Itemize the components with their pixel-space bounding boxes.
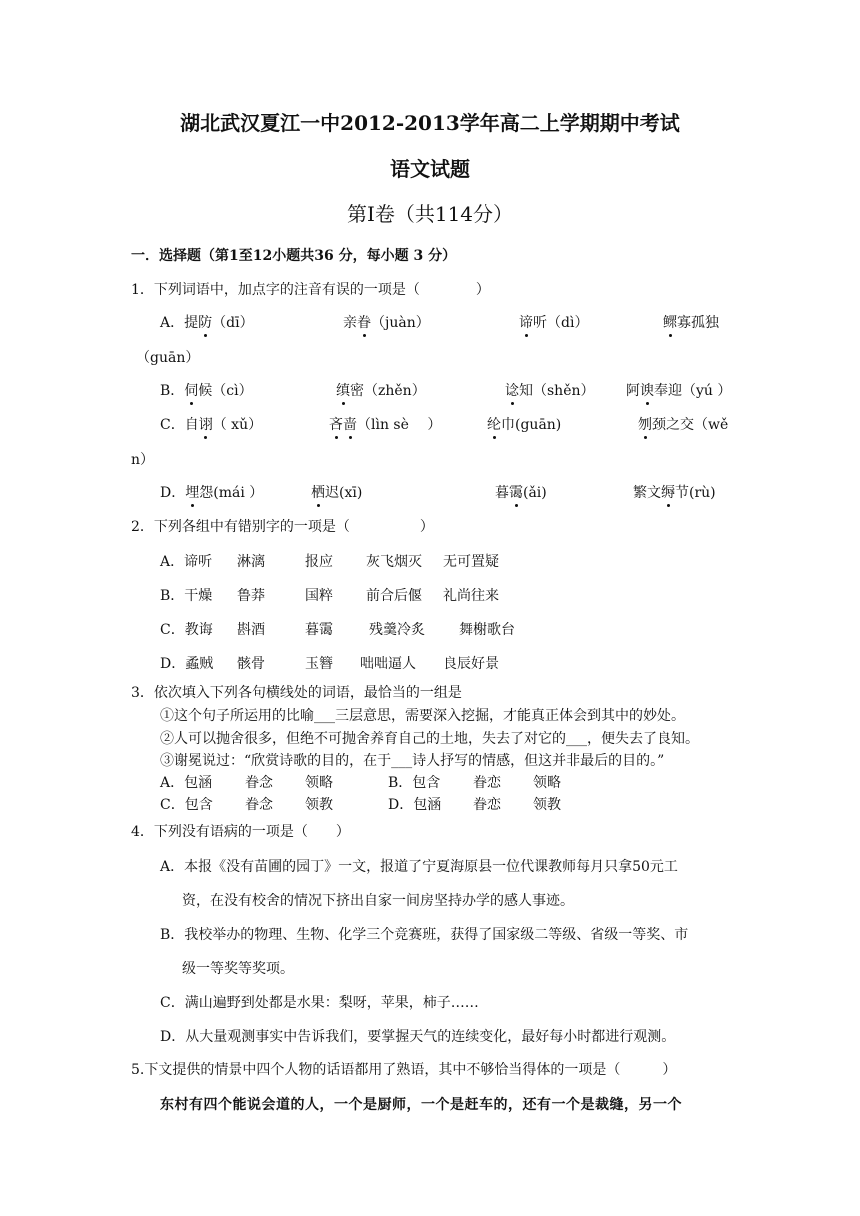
q1-option-b-1: B．伺候（cì） — [160, 383, 253, 399]
q4-a-line-1: A．本报《没有苗圃的园丁》一文，报道了宁夏海原县一位代课教师每月只拿50元工 — [160, 859, 678, 875]
q1-option-c-4: 刎颈之交（wě — [638, 417, 729, 433]
q1-option-c-2: 吝啬（lìn sè ） — [329, 417, 442, 433]
exam-subtitle: 语文试题 — [390, 157, 470, 181]
q1-option-c-3: 纶巾(guān) — [487, 417, 562, 433]
q3-a-1: A．包涵 — [160, 775, 213, 791]
q1-option-a-4: 鳏寡孤独 — [663, 315, 719, 331]
q2-d-3: 玉簪 — [305, 656, 333, 672]
q2-d-4: 咄咄逼人 — [360, 656, 416, 672]
q3-c-3: 领教 — [305, 797, 333, 813]
q1-option-d-2: 栖迟(xī) — [311, 485, 363, 501]
q1-option-a-4-pinyin: （guān） — [136, 350, 200, 366]
q2-a-2: 淋漓 — [237, 554, 265, 570]
q3-stem: 3．依次填入下列各句横线处的词语，最恰当的一组是 — [131, 685, 462, 701]
q3-d-1: D．包涵 — [388, 797, 442, 813]
q4-b-line-2: 级一等奖等奖项。 — [182, 961, 294, 977]
volume-heading: 第Ⅰ卷（共114分） — [346, 202, 514, 226]
q2-d-2: 骸骨 — [237, 656, 265, 672]
q1-option-b-4: 阿谀奉迎（yú ） — [626, 383, 732, 399]
q2-d-1: D．蟊贼 — [160, 656, 214, 672]
q2-c-2: 斟酒 — [237, 622, 265, 638]
q2-c-5: 舞榭歌台 — [459, 622, 515, 638]
q4-stem: 4．下列没有语病的一项是（ ） — [131, 824, 350, 840]
q1-option-c-4-pinyin: n） — [131, 452, 155, 468]
q3-sentence-1: ①这个句子所运用的比喻___三层意思，需要深入挖掘，才能真正体会到其中的妙处。 — [160, 708, 685, 724]
q2-stem: 2．下列各组中有错别字的一项是（ ） — [131, 519, 434, 535]
q2-b-1: B．干燥 — [160, 588, 213, 604]
q2-b-4: 前合后偃 — [366, 588, 422, 604]
q4-c: C．满山遍野到处都是水果：梨呀，苹果，柿子…… — [160, 995, 479, 1011]
q3-a-2: 眷念 — [245, 775, 273, 791]
q4-d: D．从大量观测事实中告诉我们，要掌握天气的连续变化，最好每小时都进行观测。 — [160, 1029, 676, 1045]
q1-option-d-3: 暮霭(ǎi) — [495, 485, 547, 501]
q3-sentence-2: ②人可以抛舍很多，但绝不可抛舍养育自己的土地，失去了对它的___，便失去了良知。 — [160, 731, 699, 747]
q1-option-a-1: A．提防（dī） — [160, 315, 254, 331]
q2-a-4: 灰飞烟灭 — [366, 554, 422, 570]
q3-sentence-3: ③谢冕说过：“欣赏诗歌的目的，在于___诗人抒写的情感，但这并非最后的目的。” — [160, 753, 665, 769]
section-heading: 一．选择题（第1至12小题共36 分，每小题 3 分） — [131, 248, 457, 264]
exam-title: 湖北武汉夏江一中2012-2013学年高二上学期期中考试 — [180, 111, 680, 135]
q1-option-a-3: 谛听（dì） — [519, 315, 589, 331]
q3-c-2: 眷念 — [245, 797, 273, 813]
q5-stem: 5.下文提供的情景中四个人物的话语都用了熟语，其中不够恰当得体的一项是（ ） — [131, 1062, 677, 1078]
q2-b-5: 礼尚往来 — [443, 588, 499, 604]
q1-option-b-3: 谂知（shěn） — [505, 383, 595, 399]
q2-c-1: C．教诲 — [160, 622, 213, 638]
q1-option-a-2: 亲眷（juàn） — [343, 315, 430, 331]
q2-a-5: 无可置疑 — [443, 554, 499, 570]
q1-option-c-1: C．自诩（ xǔ） — [160, 417, 263, 433]
q3-a-3: 领略 — [305, 775, 333, 791]
q4-b-line-1: B．我校举办的物理、生物、化学三个竞赛班，获得了国家级二等级、省级一等奖、市 — [160, 927, 689, 943]
q2-c-3: 暮霭 — [305, 622, 333, 638]
q3-b-1: B．包含 — [388, 775, 441, 791]
q2-a-3: 报应 — [305, 554, 333, 570]
q3-b-3: 领略 — [533, 775, 561, 791]
q2-c-4: 残羹冷炙 — [369, 622, 425, 638]
q3-d-3: 领教 — [533, 797, 561, 813]
q4-a-line-2: 资，在没有校舍的情况下挤出自家一间房坚持办学的感人事迹。 — [182, 893, 574, 909]
q2-b-2: 鲁莽 — [237, 588, 265, 604]
q1-option-b-2: 缜密（zhěn） — [336, 383, 426, 399]
q1-option-d-1: D．埋怨(mái ） — [160, 485, 264, 501]
q2-b-3: 国粹 — [305, 588, 333, 604]
q3-c-1: C．包含 — [160, 797, 213, 813]
q2-d-5: 良辰好景 — [443, 656, 499, 672]
q3-b-2: 眷恋 — [473, 775, 501, 791]
q2-a-1: A．谛听 — [160, 554, 213, 570]
q1-stem: 1．下列词语中，加点字的注音有误的一项是（ ） — [131, 282, 490, 298]
q3-d-2: 眷恋 — [473, 797, 501, 813]
q5-passage: 东村有四个能说会道的人，一个是厨师，一个是赶车的，还有一个是裁缝，另一个 — [160, 1097, 682, 1113]
q1-option-d-4: 繁文缛节(rù) — [633, 485, 716, 501]
